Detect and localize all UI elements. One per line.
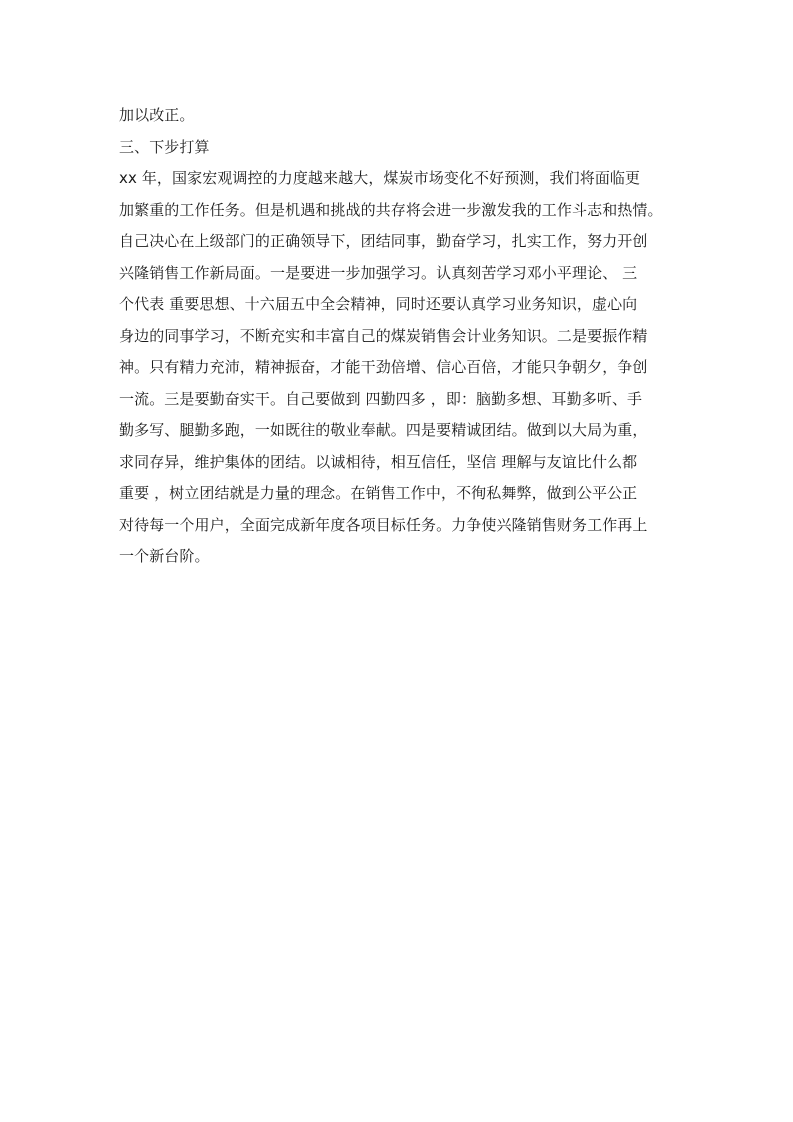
- body-line-12: 求同存异，维护集体的团结。以诚相待，相互信任，坚信 理解与友谊比什么都: [119, 452, 638, 471]
- body-line-9: 神。只有精力充沛，精神振奋，才能干劲倍增、信心百倍，才能只争朝夕，争创: [119, 358, 648, 376]
- body-line-8: 身边的同事学习，不断充实和丰富自己的煤炭销售会计业务知识。二是要振作精: [119, 326, 648, 345]
- body-line-10: 一流。三是要勤奋实干。自己要做到 四勤四多 ，即：脑勤多想、耳勤多听、手: [119, 389, 643, 408]
- body-line-11: 勤多写、腿勤多跑，一如既往的敬业奉献。四是要精诚团结。做到以大局为重，: [119, 421, 648, 439]
- body-line-15: 一个新台阶。: [119, 547, 210, 565]
- body-line-4: 加繁重的工作任务。但是机遇和挑战的共存将会进一步激发我的工作斗志和热情。: [119, 200, 663, 219]
- body-line-13: 重要 ，树立团结就是力量的理念。在销售工作中，不徇私舞弊，做到公平公正: [119, 484, 638, 502]
- body-line-7: 个代表 重要思想、十六届五中全会精神，同时还要认真学习业务知识，虚心向: [119, 295, 638, 313]
- body-line-14: 对待每一个用户，全面完成新年度各项目标任务。力争使兴隆销售财务工作再上: [119, 515, 648, 534]
- body-line-1: 加以改正。: [119, 106, 195, 124]
- body-line-3: xx 年，国家宏观调控的力度越来越大，煤炭市场变化不好预测，我们将面临更: [119, 169, 641, 187]
- body-line-6: 兴隆销售工作新局面。一是要进一步加强学习。认真刻苦学习邓小平理论、 三: [119, 263, 638, 282]
- document-body: [119, 100, 699, 573]
- body-line-5: 自己决心在上级部门的正确领导下，团结同事，勤奋学习，扎实工作，努力开创: [119, 232, 648, 250]
- section-heading: 三、下步打算: [119, 137, 210, 156]
